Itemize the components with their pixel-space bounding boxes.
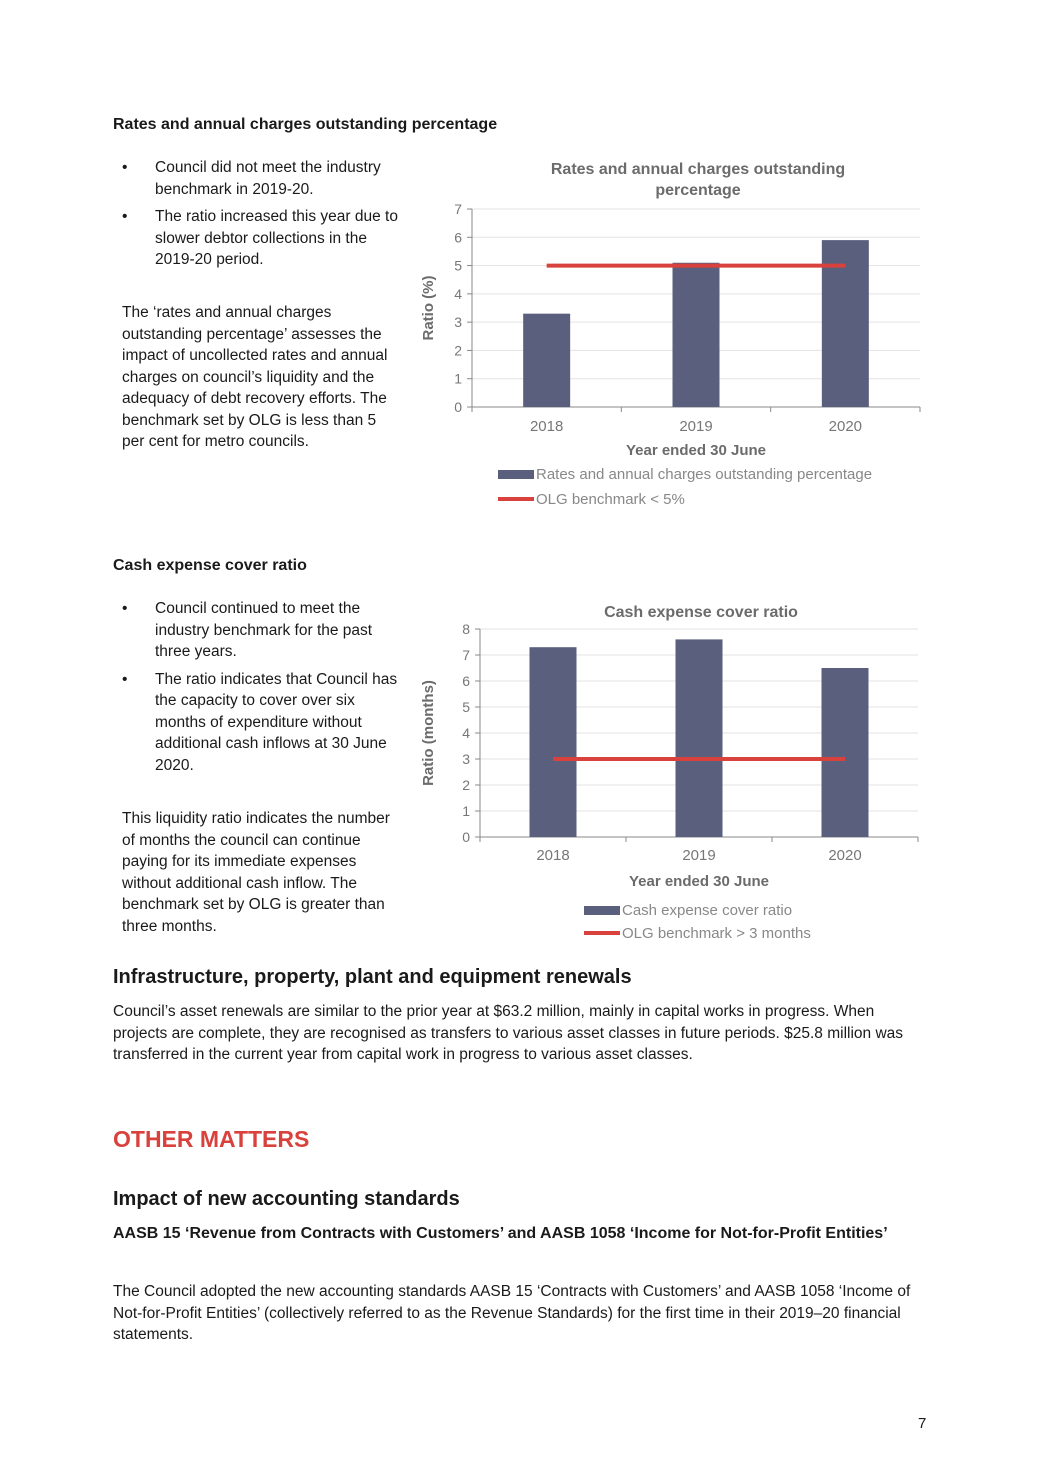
y-tick-label: 3 xyxy=(454,314,462,331)
bullet-item: • The ratio indicates that Council has the capacity to cover over six months of expenditure without additional cash inflows at 30 June 2020. xyxy=(122,669,402,777)
x-tick-label: 2019 xyxy=(679,418,713,435)
x-tick-label: 2020 xyxy=(828,847,862,864)
y-tick-label: 1 xyxy=(462,803,470,819)
x-tick-label: 2018 xyxy=(536,847,570,864)
x-axis-label: Year ended 30 June xyxy=(628,873,770,890)
legend-line-label: OLG benchmark > 3 months xyxy=(622,925,811,942)
rates-chart xyxy=(410,150,940,520)
y-tick-label: 8 xyxy=(462,621,470,637)
y-tick-label: 1 xyxy=(454,370,462,387)
chart-title: Rates and annual charges outstanding xyxy=(550,161,846,178)
bar-2019 xyxy=(676,639,723,837)
bar-2020 xyxy=(822,668,869,837)
section-heading-cash: Cash expense cover ratio xyxy=(113,557,307,574)
y-axis-label: Ratio (months) xyxy=(420,680,437,786)
y-tick-label: 7 xyxy=(454,201,462,217)
bar-2019 xyxy=(673,263,720,407)
cash-description: This liquidity ratio indicates the number of months the council can continue paying for its immediate expenses without additional cash inflow. The benchmark set by OLG is greater than three months. xyxy=(122,810,390,935)
x-tick-label: 2020 xyxy=(828,418,863,435)
chart-title: Cash expense cover ratio xyxy=(604,604,798,621)
y-tick-label: 0 xyxy=(462,829,470,845)
x-axis-label: Year ended 30 June xyxy=(625,442,767,459)
y-tick-label: 0 xyxy=(454,399,462,415)
bullet-list-cash xyxy=(122,598,402,782)
y-tick-label: 2 xyxy=(454,342,462,359)
aasb-paragraph: The Council adopted the new accounting standards AASB 15 ‘Contracts with Customers’ and AASB 1058 ‘Income of Not-for-Profit Entities’ (collectively referred to as the Revenue Standards) for the first time in their 2019–20 financial statements. xyxy=(113,1283,911,1343)
y-tick-label: 2 xyxy=(462,777,470,793)
x-tick-label: 2019 xyxy=(682,847,716,864)
infrastructure-paragraph: Council’s asset renewals are similar to the prior year at $63.2 million, mainly in capital works in progress. When projects are complete, they are recognised as transfers to various asset classes in future periods. $25.8 million was transferred in the current year from capital work in progress to various asset classes. xyxy=(113,1003,904,1063)
section-heading-rates: Rates and annual charges outstanding percentage xyxy=(113,116,498,133)
bar-2018 xyxy=(530,647,577,837)
other-matters-heading: OTHER MATTERS xyxy=(113,1126,310,1152)
page-number: 7 xyxy=(918,1415,927,1432)
legend-bar-swatch xyxy=(498,470,534,479)
rates-description: The ‘rates and annual charges outstanding percentage’ assesses the impact of uncollected rates and annual charges on council’s liquidity and the adequacy of debt recovery efforts. The benchmark set by OLG is less than 5 per cent for metro councils. xyxy=(122,304,388,450)
bullet-item: • Council continued to meet the industry benchmark for the past three years. xyxy=(122,598,402,663)
bullet-list-rates xyxy=(122,157,402,277)
legend-bar-swatch xyxy=(584,906,620,915)
y-tick-label: 6 xyxy=(462,673,470,689)
accounting-standards-heading: Impact of new accounting standards xyxy=(113,1188,460,1210)
y-tick-label: 4 xyxy=(454,285,462,302)
cash-chart xyxy=(410,595,940,950)
y-tick-label: 5 xyxy=(462,699,470,715)
legend-line-label: OLG benchmark < 5% xyxy=(536,491,685,508)
legend-bar-label: Cash expense cover ratio xyxy=(622,902,793,919)
y-axis-label: Ratio (%) xyxy=(420,275,437,341)
y-tick-label: 5 xyxy=(454,257,462,274)
bullet-item: • Council did not meet the industry benchmark in 2019-20. xyxy=(122,157,402,200)
legend-bar-label: Rates and annual charges outstanding percentage xyxy=(536,466,873,483)
y-tick-label: 3 xyxy=(462,751,470,767)
y-tick-label: 7 xyxy=(462,647,470,663)
aasb-heading: AASB 15 ‘Revenue from Contracts with Customers’ and AASB 1058 ‘Income for Not-for-Profit Entities’ xyxy=(113,1225,888,1242)
chart-title: percentage xyxy=(655,182,741,199)
bar-2018 xyxy=(523,314,570,407)
y-tick-label: 4 xyxy=(462,725,470,741)
x-tick-label: 2018 xyxy=(529,418,564,435)
bullet-item: • The ratio increased this year due to slower debtor collections in the 2019-20 period. xyxy=(122,206,402,271)
infrastructure-heading: Infrastructure, property, plant and equipment renewals xyxy=(113,966,632,988)
y-tick-label: 6 xyxy=(454,229,462,246)
